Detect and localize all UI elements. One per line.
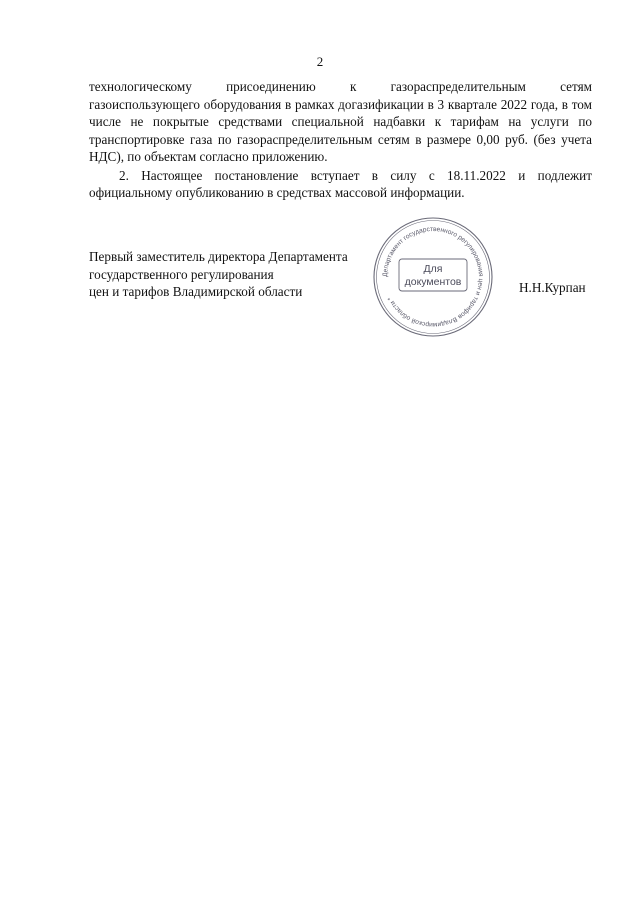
paragraph-2: 2. Настоящее постановление вступает в силу с 18.11.2022 и подлежит официальному опубликованию в средствах массовой информации.: [89, 167, 592, 200]
page-number: 2: [316, 54, 324, 69]
official-seal-stamp: [371, 215, 495, 339]
stamp-ring-text: Департамент государственного регулирования цен и тарифов Владимирской области *: [381, 225, 485, 329]
paragraph-1-rest: газоиспользующего оборудования в рамках догазификации в 3 квартале 2022 года, в том числе не покрытые средствами специальной надбавки к тарифам на услуги по транспортировке газа по газораспределительным сетям в размере 0,00 руб. (без учета НДС), по объектам согласно приложению.: [89, 96, 592, 164]
paragraph-1-first-line: технологическому присоединению к газораспределительным сетям: [89, 79, 592, 94]
signatory-title-line-3: цен и тарифов Владимирской области: [89, 284, 303, 299]
stamp-center-line-2: документов: [404, 276, 462, 288]
stamp-center-line-1: Для: [423, 263, 443, 275]
signatory-title: [89, 248, 348, 301]
signatory-name: Н.Н.Курпан: [519, 280, 586, 295]
signatory-title-line-1: Первый заместитель директора Департамента: [89, 249, 348, 264]
body-text: [89, 78, 592, 202]
signatory-title-line-2: государственного регулирования: [89, 266, 274, 282]
paragraph-1: [89, 78, 592, 166]
